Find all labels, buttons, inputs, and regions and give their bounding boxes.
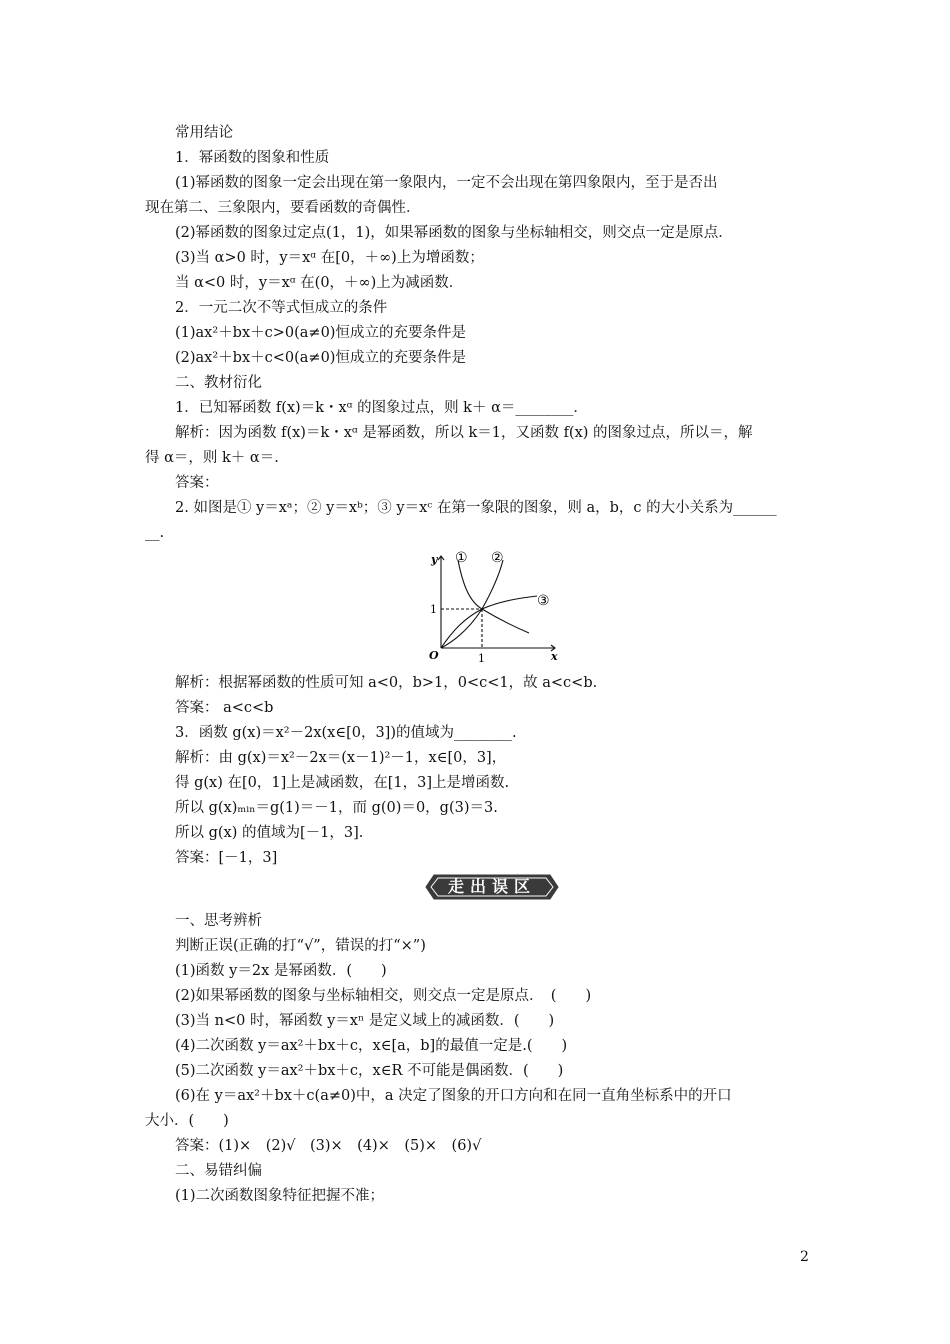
text-line: 所以 g(x)ₘᵢₙ＝g(1)＝－1，而 g(0)＝0，g(3)＝3. [175,800,498,816]
text-line: 解析：因为函数 f(x)＝k・xᵅ 是幂函数，所以 k＝1，又函数 f(x) 的图象过点，所以＝，解 [175,425,753,441]
text-line: (1)幂函数的图象一定会出现在第一象限内，一定不会出现在第四象限内，至于是否出 [175,175,718,191]
x-axis-label: x [551,650,558,663]
x-tick-label: 1 [478,652,485,665]
question-line: (6)在 y＝ax²＋bx＋c(a≠0)中，a 决定了图象的开口方向和在同一直角坐标系中的开口 [175,1088,732,1104]
text-line: 解析：由 g(x)＝x²－2x＝(x－1)²－1，x∈[0，3]， [175,750,507,766]
question-line: (1)函数 y＝2x 是幂函数．( ) [175,963,387,979]
text-line: 得 g(x) 在[0，1]上是减函数，在[1，3]上是增函数. [175,775,510,791]
text-line: (1)二次函数图象特征把握不准； [175,1188,385,1204]
answer-line: 答案： a<c<b [175,700,274,716]
answer-line: 答案：[－1，3] [175,850,278,866]
question-line: (2)如果幂函数的图象与坐标轴相交，则交点一定是原点． ( ) [175,988,592,1004]
text-line: 解析：根据幂函数的性质可知 a<0，b>1，0<c<1，故 a<c<b. [175,675,598,691]
section-heading: 二、教材衍化 [175,375,262,391]
origin-label: O [429,649,439,662]
y-tick-label: 1 [430,603,437,616]
text-line: 所以 g(x) 的值域为[－1，3]. [175,825,364,841]
text-line: (1)ax²＋bx＋c>0(a≠0)恒成立的充要条件是 [175,325,466,341]
y-axis-label: y [431,553,438,566]
section-heading: 二、易错纠偏 [175,1163,262,1179]
answer-line: 答案：(1)× (2)√ (3)× (4)× (5)× (6)√ [175,1138,482,1154]
text-line: 判断正误(正确的打“√”，错误的打“×”) [175,938,426,954]
text-line: (3)当 α>0 时，y＝xᵅ 在[0，＋∞)上为增函数； [175,250,484,266]
text-line: 当 α<0 时，y＝xᵅ 在(0，＋∞)上为减函数． [175,275,464,291]
text-line: (2)ax²＋bx＋c<0(a≠0)恒成立的充要条件是 [175,350,466,366]
text-line: 1．幂函数的图象和性质 [175,150,330,166]
question-line: (4)二次函数 y＝ax²＋bx＋c，x∈[a，b]的最值一定是.( ) [175,1038,568,1054]
text-line: 得 α＝，则 k＋ α＝. [145,450,279,466]
question-line: 3．函数 g(x)＝x²－2x(x∈[0，3])的值域为________. [175,725,517,741]
section-banner [424,873,560,901]
question-line: (5)二次函数 y＝ax²＋bx＋c，x∈R 不可能是偶函数．( ) [175,1063,564,1079]
power-function-figure [425,548,565,670]
heading-common-conclusions: 常用结论 [175,125,233,141]
question-line: (3)当 n<0 时，幂函数 y＝xⁿ 是定义域上的减函数．( ) [175,1013,555,1029]
answer-line: 答案： [175,475,219,491]
curve-3-label: ③ [537,593,550,609]
text-line: 2．一元二次不等式恒成立的条件 [175,300,388,316]
curve-1 [458,560,529,633]
question-line: 1．已知幂函数 f(x)＝k・xᵅ 的图象过点，则 k＋ α＝________． [175,400,588,416]
text-line: __. [145,525,165,541]
text-line: (2)幂函数的图象过定点(1，1)，如果幂函数的图象与坐标轴相交，则交点一定是原点． [175,225,733,241]
section-heading: 一、思考辨析 [175,913,262,929]
text-line: 大小．( ) [145,1113,229,1129]
curve-1-label: ① [455,550,468,566]
banner-title: 走出误区 [447,877,536,896]
curve-3 [441,596,537,648]
question-line: 2. 如图是① y＝xᵃ；② y＝xᵇ；③ y＝xᶜ 在第一象限的图象，则 a，b，c 的大小关系为______ [175,500,777,516]
text-line: 现在第二、三象限内，要看函数的奇偶性． [145,200,421,216]
curve-2-label: ② [491,550,504,566]
page-number: 2 [800,1249,809,1265]
